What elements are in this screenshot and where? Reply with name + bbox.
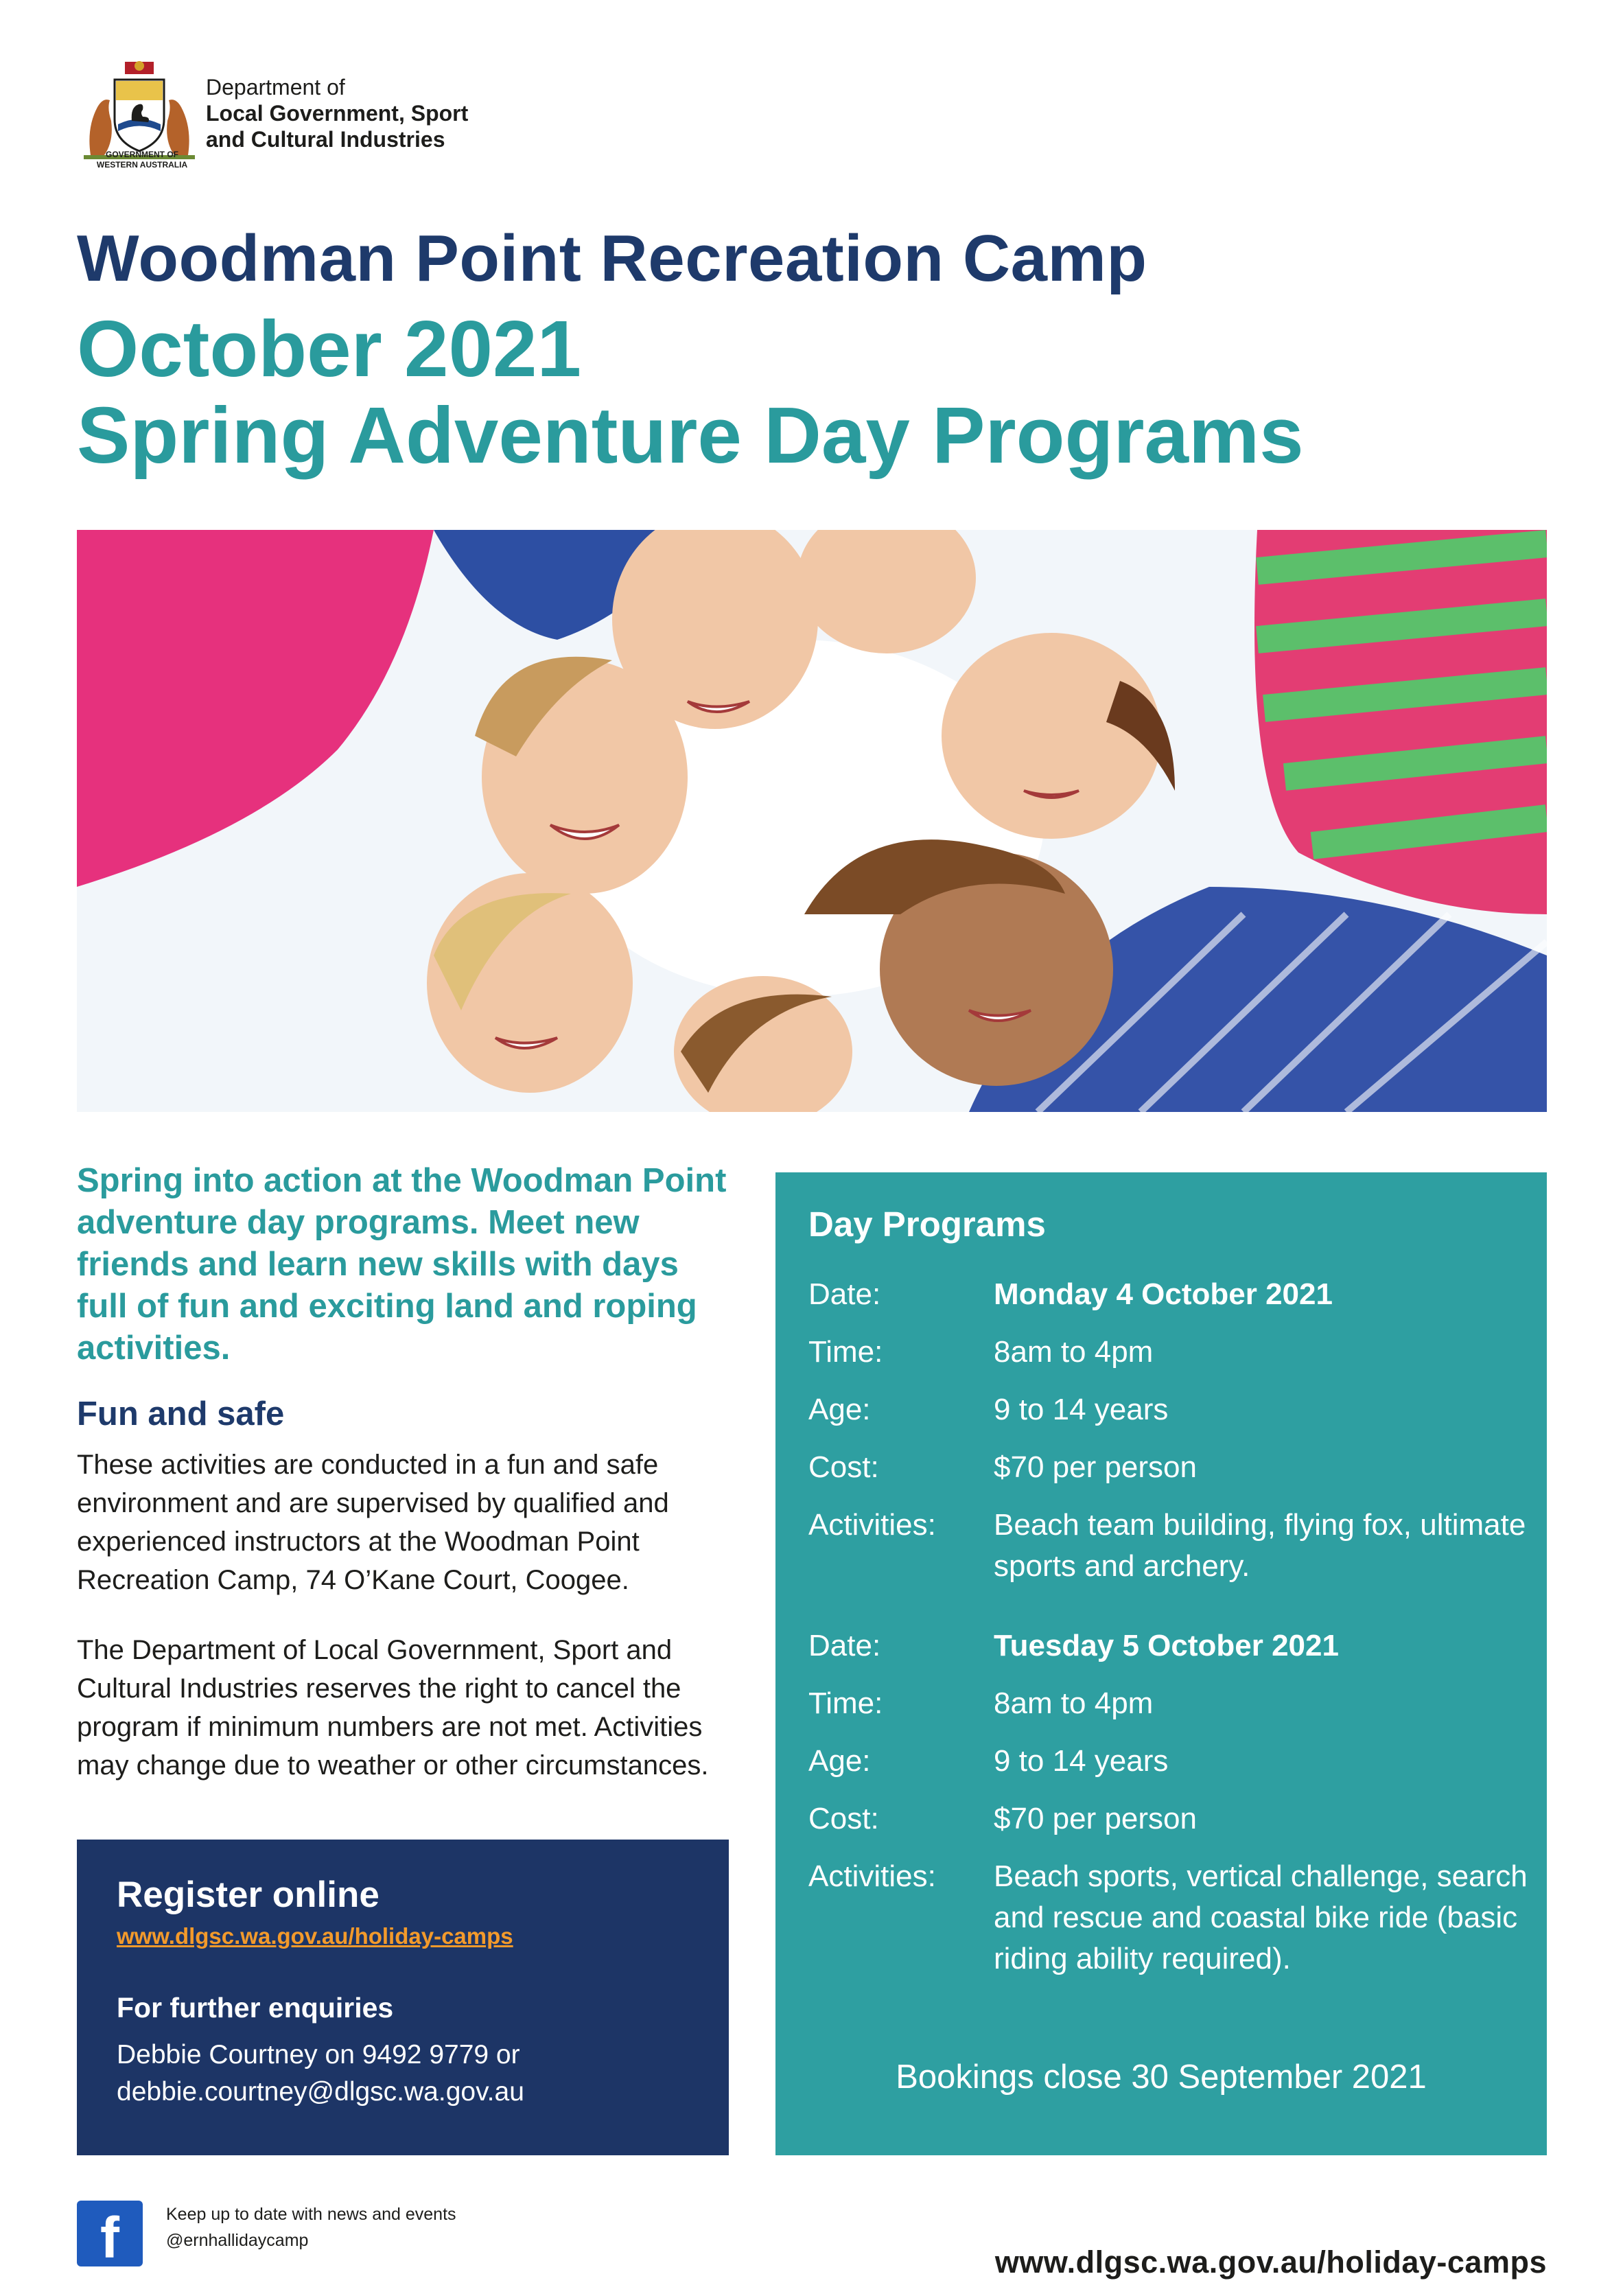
news-text: Keep up to date with news and events <box>166 2205 456 2224</box>
activities-label: Activities: <box>808 1859 936 1893</box>
day2-cost: $70 per person <box>994 1802 1197 1835</box>
age-label: Age: <box>808 1744 871 1778</box>
intro-text: Spring into action at the Woodman Point adventure day programs. Meet new friends and learn new skills with days full of fun and exciting land and roping activities. <box>77 1162 727 1367</box>
bookings-close: Bookings close 30 September 2021 <box>896 2059 1427 2096</box>
gov-line-1: GOVERNMENT OF <box>105 150 178 159</box>
subtitle-line-2: Spring Adventure Day Programs <box>77 391 1304 480</box>
cost-label: Cost: <box>808 1802 879 1835</box>
date-label: Date: <box>808 1629 881 1662</box>
cost-label: Cost: <box>808 1450 879 1484</box>
day2-date: Tuesday 5 October 2021 <box>994 1629 1339 1662</box>
age-label: Age: <box>808 1393 871 1426</box>
facebook-icon[interactable]: f <box>77 2201 143 2266</box>
fun-and-safe-body: These activities are conducted in a fun and safe environment and are supervised by qualified and experienced instructors at the Woodman Point Recreation Camp, 74 O’Kane Court, Coogee. <box>77 1450 669 1595</box>
day1-activities: Beach team building, flying fox, ultimate sports and archery. <box>994 1508 1526 1583</box>
contact-phone: Debbie Courtney on 9492 9779 or <box>117 2040 520 2069</box>
day1-date: Monday 4 October 2021 <box>994 1277 1333 1311</box>
day1-age: 9 to 14 years <box>994 1393 1169 1426</box>
dept-line-3: and Cultural Industries <box>206 127 445 152</box>
department-note: The Department of Local Government, Sport and Cultural Industries reserves the right to cancel the program if minimum numbers are not met. Activities may change due to weather or other circumstances. <box>77 1635 709 1781</box>
activities-label: Activities: <box>808 1508 936 1542</box>
day1-time: 8am to 4pm <box>994 1335 1154 1369</box>
day1-cost: $70 per person <box>994 1450 1197 1484</box>
facebook-handle[interactable]: @ernhallidaycamp <box>166 2231 309 2250</box>
enquiries-heading: For further enquiries <box>117 1992 394 2024</box>
time-label: Time: <box>808 1686 883 1720</box>
department-name <box>206 74 468 152</box>
fun-and-safe-heading: Fun and safe <box>77 1395 285 1433</box>
day-programs-panel <box>775 1172 1547 2155</box>
day-programs-heading: Day Programs <box>808 1205 1046 1244</box>
contact-email[interactable]: debbie.courtney@dlgsc.wa.gov.au <box>117 2077 524 2107</box>
date-label: Date: <box>808 1277 881 1311</box>
dept-line-1: Department of <box>206 75 345 100</box>
government-label <box>77 150 207 170</box>
day2-time: 8am to 4pm <box>994 1686 1154 1720</box>
page-subtitle <box>77 305 1304 478</box>
gov-line-2: WESTERN AUSTRALIA <box>96 160 188 170</box>
time-label: Time: <box>808 1335 883 1369</box>
register-heading: Register online <box>117 1875 380 1915</box>
subtitle-line-1: October 2021 <box>77 304 582 393</box>
page-title: Woodman Point Recreation Camp <box>77 222 1147 295</box>
day2-age: 9 to 14 years <box>994 1744 1169 1778</box>
kids-circle-photo <box>77 530 1547 1112</box>
footer-url[interactable]: www.dlgsc.wa.gov.au/holiday-camps <box>994 2245 1547 2280</box>
dept-line-2: Local Government, Sport <box>206 101 469 126</box>
day2-activities: Beach sports, vertical challenge, search and rescue and coastal bike ride (basic riding ability required). <box>994 1859 1528 1975</box>
register-box <box>77 1840 729 2155</box>
register-link[interactable]: www.dlgsc.wa.gov.au/holiday-camps <box>117 1923 513 1949</box>
